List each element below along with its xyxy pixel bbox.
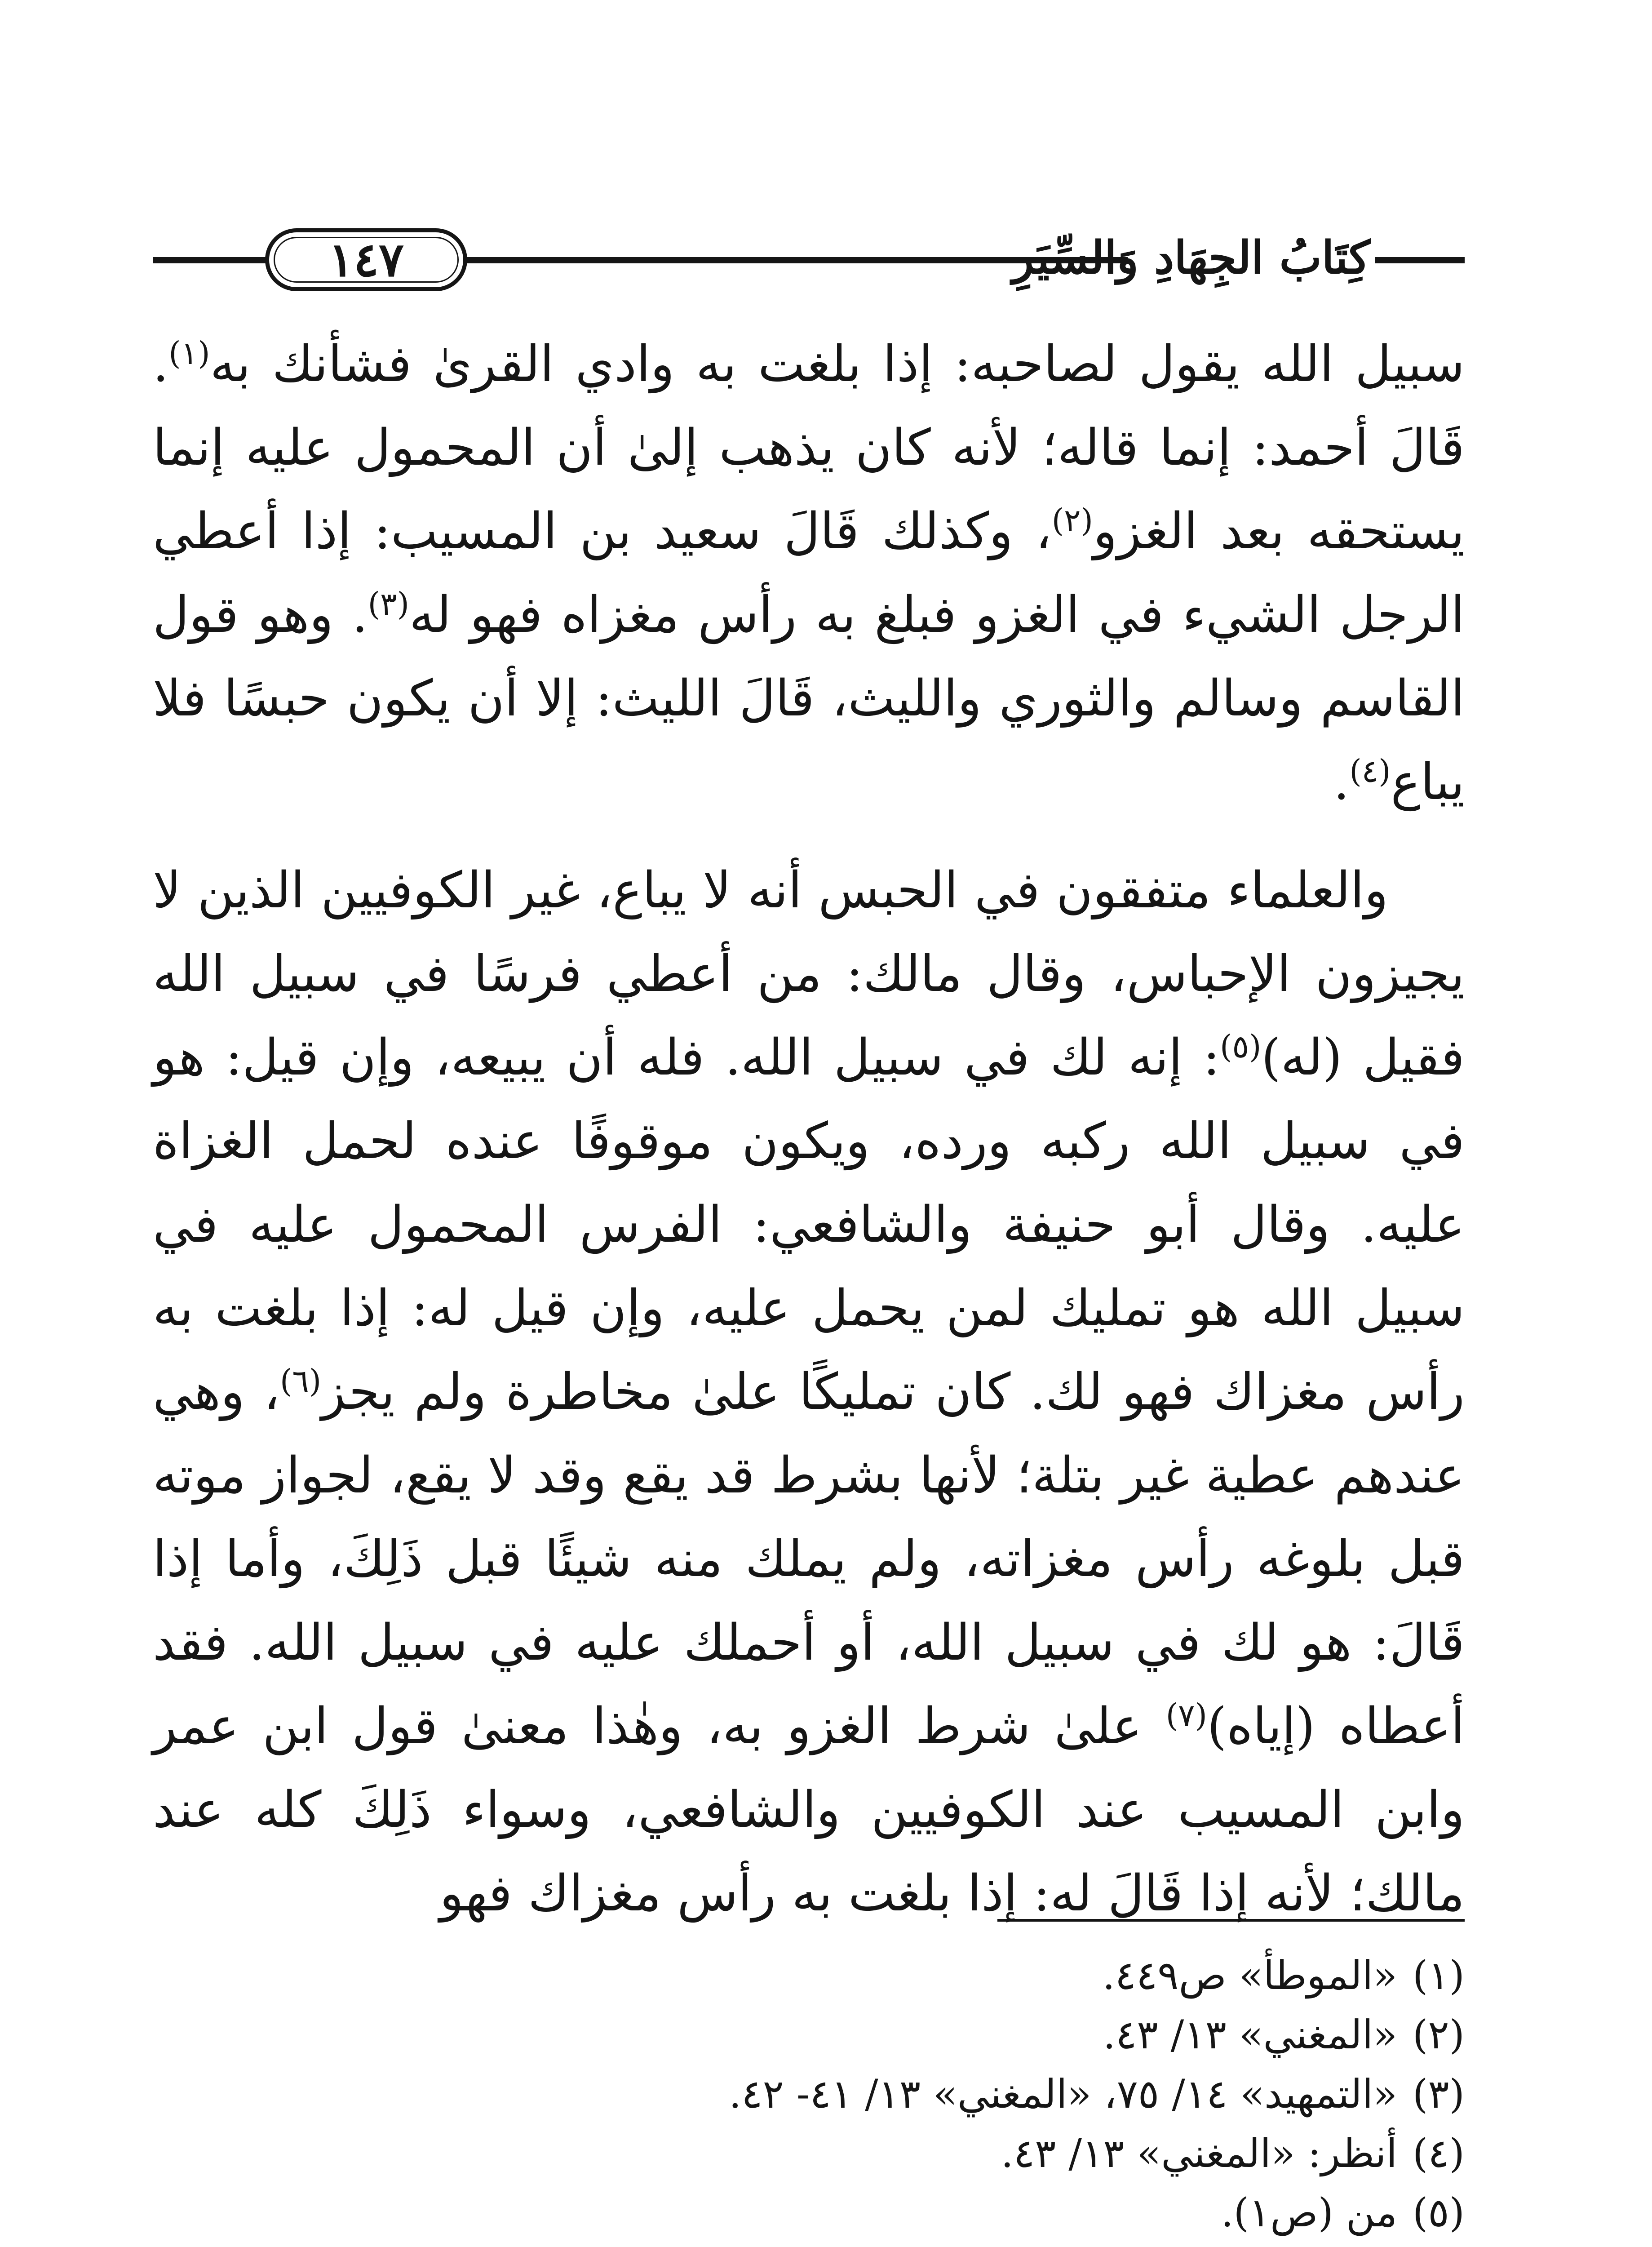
footnote-text: «المغني» ١٣/ ٤٣. [1103, 2012, 1397, 2058]
text-run: ، وكذلك قَالَ سعيد بن المسيب: إذا أعطي الرجل الشيء في الغزو فبلغ به رأس مغزاه فهو له [153, 502, 1465, 644]
footnote-number: (١) [1413, 1952, 1465, 1998]
footnote-number: (٢) [1413, 2012, 1465, 2058]
text-run: . [1333, 753, 1350, 811]
footnote-reference: (٥) [1220, 1028, 1262, 1065]
footnote-number: (٤) [1413, 2130, 1465, 2176]
header-rule-left [153, 257, 270, 263]
footnote [539, 2124, 1465, 2183]
paragraph [153, 323, 1465, 824]
footnote [539, 2065, 1465, 2124]
footnote [539, 2183, 1465, 2243]
footnote-text: أنظر: «المغني» ١٣/ ٤٣. [1001, 2130, 1397, 2176]
footnote-reference: (٢) [1051, 502, 1093, 539]
footnote-number: (٣) [1413, 2071, 1465, 2117]
running-title: كِتَابُ الجِهَادِ وَالسِّيَرِ [1012, 231, 1370, 284]
footnote [539, 1946, 1465, 2005]
text-run: . وهو قول القاسم وسالم والثوري والليث، قَالَ الليث: إلا أن يكون حبسًا فلا يباع [153, 586, 1465, 811]
text-run: علىٰ شرط الغزو به، وهٰذا معنىٰ قول ابن عمر وابن المسيب عند الكوفيين والشافعي، وسواء ذَلِكَ كله عند مالك؛ لأنه إذا قَالَ له: إذا بلغت به رأس مغزاك فهو [153, 1697, 1465, 1923]
footnote-number [1397, 2243, 1465, 2247]
text-run: : إنه لك في سبيل الله. فله أن يبيعه، وإن قيل: هو في سبيل الله ركبه ورده، ويكون موقوفًا عنده لحمل الغزاة عليه. وقال أبو حنيفة والشافعي: الفرس المحمول عليه في سبيل الله هو تمليك لمن يحمل عليه، وإن قيل له: إذا بلغت به رأس مغزاك فهو لك. كان تمليكًا علىٰ مخاطرة ولم يجز [153, 1029, 1465, 1421]
footnote-text: من (ص١). [1221, 2189, 1397, 2236]
page-header [153, 225, 1465, 315]
footnote [539, 2005, 1465, 2065]
page-number: ١٤٧ [328, 232, 404, 287]
text-run: . قَالَ أحمد: إنما قاله؛ لأنه كان يذهب إلىٰ أن المحمول عليه إنما يستحقه بعد الغزو [153, 335, 1465, 560]
footnote-text [899, 2243, 1397, 2247]
text-run: سبيل الله يقول لصاحبه: إذا بلغت به وادي القرىٰ فشأنك به [210, 335, 1465, 393]
footnote-number: (٥) [1413, 2189, 1465, 2236]
page-number-frame [265, 228, 467, 291]
text-run: ، وهي عندهم عطية غير بتلة؛ لأنها بشرط قد يقع وقد لا يقع، لجواز موته قبل بلوغه رأس مغزاته، ولم يملك منه شيئًا قبل ذَلِكَ، وأما إذا قَالَ: هو لك في سبيل الله، أو أحملك عليه في سبيل الله. فقد أعطاه (إياه) [153, 1363, 1465, 1755]
footnote-reference: (٣) [368, 586, 409, 622]
header-rule-right [1375, 257, 1465, 263]
footnotes-list [539, 1946, 1465, 2247]
footnote-reference: (٤) [1349, 753, 1391, 790]
main-text [153, 323, 1465, 1936]
footnote-reference: (٧) [1165, 1697, 1207, 1734]
text-run: والعلماء متفقون في الحبس أنه لا يباع، غير الكوفيين الذين لا يجيزون الإحباس، وقال مالك: من أعطي فرسًا في سبيل الله فقيل (له) [153, 861, 1465, 1087]
footnote [539, 2243, 1465, 2247]
footnote-reference: (١) [168, 335, 210, 372]
paragraph [153, 849, 1465, 1936]
footnote-separator [997, 1919, 1465, 1922]
footnote-text: «التمهيد» ١٤/ ٧٥، «المغني» ١٣/ ٤١- ٤٢. [729, 2071, 1397, 2117]
footnote-reference: (٦) [279, 1363, 322, 1399]
footnote-text: «الموطأ» ص٤٤٩. [1102, 1952, 1397, 1998]
